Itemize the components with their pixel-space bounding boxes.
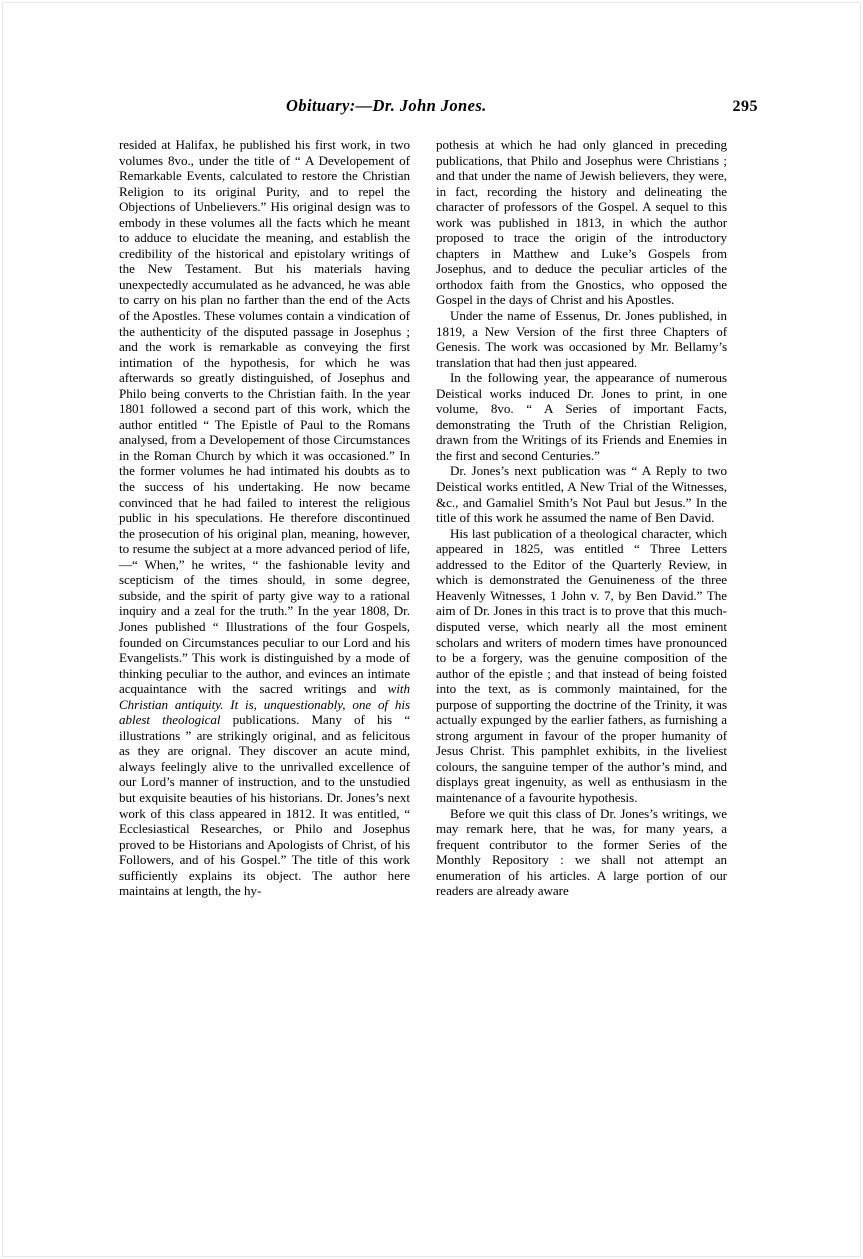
paragraph: pothesis at which he had only glanced in preceding publications, that Philo and Josephus were Christians ; and that under the name of Jewish believers, they were, in fact, recording the history and delineating the character of professors of the Gospel. A sequel to this work was published in 1813, in which the author proposed to trace the origin of the introductory chapters in Matthew and Luke’s Gospels from Josephus, and to deduce the peculiar articles of the orthodox faith from the Gnostics, who opposed the Gospel in the days of Christ and his Apostles. <box>436 137 727 308</box>
paragraph <box>119 137 410 899</box>
right-column <box>436 137 727 899</box>
page-title: Obituary:—Dr. John Jones. <box>286 96 487 115</box>
paragraph: Dr. Jones’s next publication was “ A Reply to two Deistical works entitled, A New Trial of the Witnesses, &c., and Gamaliel Smith’s Not Paul but Jesus.” In the title of this work he assumed the name of Ben David. <box>436 463 727 526</box>
paragraph: Under the name of Essenus, Dr. Jones published, in 1819, a New Version of the first three Chapters of Genesis. The work was occasioned by Mr. Bellamy’s translation that had then just appeared. <box>436 308 727 370</box>
text-columns <box>119 137 757 899</box>
paragraph-text: resided at Halifax, he published his first work, in two volumes 8vo., under the title of “ A Developement of Remarkable Events, calculated to restore the Christian Religion to its original Purity, and to repel the Objections of Unbelievers.” His original design was to embody in these volumes all the facts which he meant to adduce to elucidate the meaning, and establish the credibility of the historical and epistolary writings of the New Testament. But his materials having unexpectedly accumulated as he advanced, he was able to carry on his plan no farther than the end of the Acts of the Apostles. These volumes contain a vindication of the authenticity of the disputed passage in Josephus ; and the work is remarkable as conveying the first intimation of the hypothesis, for which he was afterwards so greatly distinguished, of Josephus and Philo being converts to the Christian faith. In the year 1801 followed a second part of this work, which the author entitled “ The Epistle of Paul to the Romans analysed, from a Developement of those Circumstances in the Roman Church by which it was occasioned.” In the former volumes he had intimated his doubts as to the success of his undertaking. He now became convinced that he had failed to interest the religious public in his speculations. He therefore discontinued the prosecution of his original plan, meaning, however, to resume the subject at a more advanced period of life,—“ When,” he writes, “ the fashionable levity and scepticism of the times should, in some degree, subside, and the spirit of party give way to a rational inquiry and a zeal for the truth.” In the year 1808, Dr. Jones published “ Illustrations of the four Gospels, founded on Circumstances peculiar to our Lord and his Evangelists.” This work is distinguished by a mode of thinking peculiar to the author, and evinces an intimate acquaintance with the sacred writings and <box>119 137 410 697</box>
page-number: 295 <box>732 98 758 115</box>
left-column <box>119 137 410 899</box>
paragraph-italic-run: with Christian antiquity. It is, unquestionably, one of his ablest theological <box>119 681 410 728</box>
paragraph: Before we quit this class of Dr. Jones’s writings, we may remark here, that he was, for many years, a frequent contributor to the former Series of the Monthly Repository : we shall not attempt an enumeration of his articles. A large portion of our readers are already aware <box>436 805 727 899</box>
paragraph: His last publication of a theological character, which appeared in 1825, was entitled “ Three Letters addressed to the Editor of the Quarterly Review, in which is demonstrated the Genuineness of the three Heavenly Witnesses, 1 John v. 7, by Ben David.” The aim of Dr. Jones in this tract is to prove that this much-disputed verse, which nearly all the most eminent scholars and writers of modern times have pronounced to be a forgery, was the genuine composition of the author of the epistle ; and that instead of being foisted into the text, as is commonly maintained, for the purpose of supporting the doctrine of the Trinity, it was actually expunged by the earlier fathers, as furnishing a strong argument in favour of the proper humanity of Jesus Christ. This pamphlet exhibits, in the liveliest colours, the sanguine temper of the author’s mind, and displays great ingenuity, as well as enthusiasm in the maintenance of a favourite hypothesis. <box>436 525 727 805</box>
paragraph-text-continued: publications. Many of his “ illustrations ” are strikingly original, and as felicitous as they are orignal. They discover an acute mind, always feelingly alive to the unrivalled excellence of our Lord’s manner of instruction, and to the unstudied but exquisite beauties of his historians. Dr. Jones’s next work of this class appeared in 1812. It was entitled, “ Ecclesiastical Researches, or Philo and Josephus proved to be Historians and Apologists of Christ, of his Followers, and of his Gospel.” The title of this work sufficiently explains its object. The author here maintains at length, the hy- <box>119 712 410 899</box>
running-head <box>118 96 758 122</box>
paragraph: In the following year, the appearance of numerous Deistical works induced Dr. Jones to print, in one volume, 8vo. “ A Series of important Facts, demonstrating the Truth of the Christian Religion, drawn from the Writings of its Friends and Enemies in the first and second Centuries.” <box>436 370 727 463</box>
